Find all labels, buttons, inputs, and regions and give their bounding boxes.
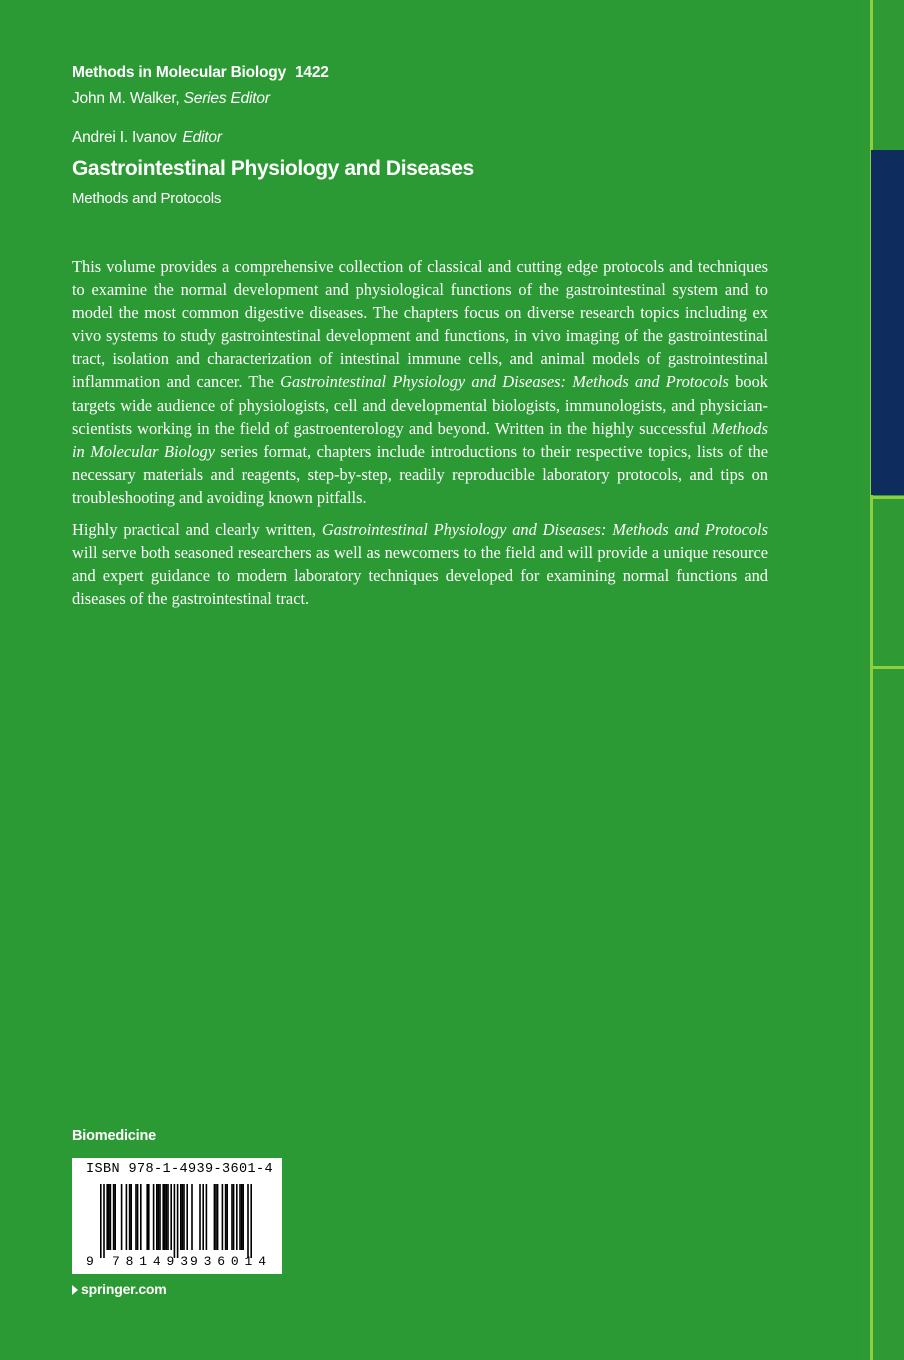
barcode-bar <box>241 1184 243 1250</box>
barcode-bar <box>129 1184 131 1250</box>
barcode-bar <box>167 1184 169 1250</box>
barcode-bar <box>225 1184 227 1250</box>
barcode-left-digits: 781493 <box>112 1254 188 1269</box>
website-label: springer.com <box>81 1281 167 1297</box>
barcode-first-digit: 9 <box>86 1254 94 1269</box>
barcode-bar <box>162 1184 164 1250</box>
edge-strip-divider <box>870 666 904 669</box>
barcode-bar <box>180 1184 182 1250</box>
series-editor-name: John M. Walker, <box>72 90 180 107</box>
barcode-bar <box>242 1184 244 1250</box>
description-text: will serve both seasoned researchers as well as newcomers to the field and will provide a unique resource and expert guidance to modern laboratory techniques developed for examining normal functions and diseases of the gastrointestinal tract. <box>72 543 768 609</box>
edge-strip-divider <box>870 496 904 499</box>
barcode-bar <box>137 1184 139 1250</box>
book-editor-name: Andrei I. Ivanov <box>72 129 177 146</box>
barcode-bar <box>113 1184 115 1250</box>
barcode-bar <box>164 1184 166 1250</box>
barcode-bar <box>186 1184 188 1250</box>
barcode-bar <box>233 1184 235 1250</box>
barcode-bar <box>103 1184 105 1258</box>
series-title <box>72 64 329 82</box>
description <box>72 255 768 619</box>
description-italic-title: Gastrointestinal Physiology and Diseases: Methods and Protocols <box>321 520 768 540</box>
barcode-bar <box>106 1184 108 1250</box>
barcode-bar <box>146 1184 148 1250</box>
description-text: Highly practical and clearly written, <box>72 520 322 540</box>
book-subtitle: Methods and Protocols <box>72 190 222 207</box>
barcode-bar <box>226 1184 228 1250</box>
description-text: series format, chapters include introductions to their respective topics, lists of the necessary materials and reagents, step-by-step, readily reproducible laboratory protocols, and tips on troubleshooting and avoiding known pitfalls. <box>72 441 768 507</box>
barcode-bar <box>231 1184 233 1250</box>
barcode-bar <box>135 1184 137 1250</box>
description-italic-series: Methods in Molecular Biology <box>72 418 768 461</box>
isbn-label: ISBN 978-1-4939-3601-4 <box>86 1162 274 1177</box>
barcode-bar <box>202 1184 204 1250</box>
barcode-bar <box>206 1184 208 1250</box>
barcode-bar <box>100 1184 102 1258</box>
series-volume: 1422 <box>295 64 329 81</box>
barcode-bar <box>156 1184 158 1250</box>
barcode-bar <box>177 1184 179 1258</box>
barcode-bar <box>250 1184 252 1258</box>
book-title: Gastrointestinal Physiology and Diseases <box>72 157 474 180</box>
barcode-bar <box>191 1184 193 1250</box>
barcode-bar <box>126 1184 128 1250</box>
barcode-bar <box>148 1184 150 1250</box>
barcode-bar <box>236 1184 238 1250</box>
barcode-bar <box>182 1184 184 1250</box>
barcode-bar <box>239 1184 241 1250</box>
barcode-bar <box>215 1184 217 1250</box>
barcode-bar <box>158 1184 160 1250</box>
arrow-right-icon <box>72 1285 78 1295</box>
book-editor-line <box>72 129 222 147</box>
barcode-bar <box>170 1184 172 1250</box>
barcode-bar <box>166 1184 168 1250</box>
barcode-bar <box>153 1184 155 1250</box>
barcode-bar <box>110 1184 112 1250</box>
book-editor-role: Editor <box>182 129 222 146</box>
edge-strip-navy-block <box>871 150 904 495</box>
description-italic-title: Gastrointestinal Physiology and Diseases: Methods and Protocols <box>280 372 729 392</box>
barcode-bar <box>121 1184 123 1250</box>
series-editor-role: Series Editor <box>183 90 270 107</box>
barcode-bars <box>100 1184 252 1258</box>
barcode-bar <box>159 1184 161 1250</box>
isbn-barcode <box>72 1158 282 1274</box>
barcode-image <box>72 1158 282 1274</box>
barcode-bar <box>183 1184 185 1250</box>
series-name: Methods in Molecular Biology <box>72 64 286 81</box>
barcode-bar <box>174 1184 176 1258</box>
barcode-bar <box>214 1184 216 1250</box>
barcode-bar <box>217 1184 219 1250</box>
barcode-bar <box>114 1184 116 1250</box>
description-text: book targets wide audience of physiologists, cell and developmental biologists, immunologists, and physician-scientists working in the field of gastroenterology and beyond. Written in the highly successful <box>72 372 768 438</box>
description-paragraph-2 <box>72 518 768 610</box>
barcode-bar <box>247 1184 249 1258</box>
barcode-bar <box>222 1184 224 1250</box>
barcode-bar <box>199 1184 201 1250</box>
barcode-bar <box>130 1184 132 1250</box>
barcode-bar <box>108 1184 110 1250</box>
description-paragraph-1 <box>72 255 768 509</box>
barcode-right-digits: 936014 <box>190 1254 266 1269</box>
subject-category: Biomedicine <box>72 1128 157 1144</box>
series-editor-line <box>72 90 270 108</box>
description-text: This volume provides a comprehensive collection of classical and cutting edge protocols and techniques to examine the normal development and physiological functions of the gastrointestinal system and to model the most common digestive diseases. The chapters focus on diverse research topics including ex vivo systems to study gastrointestinal development and functions, in vivo imaging of the gastrointestinal tract, isolation and characterization of intestinal immune cells, and animal models of gastrointestinal inflammation and cancer. The <box>72 257 768 392</box>
publisher-website[interactable] <box>72 1281 167 1297</box>
barcode-bar <box>140 1184 142 1250</box>
